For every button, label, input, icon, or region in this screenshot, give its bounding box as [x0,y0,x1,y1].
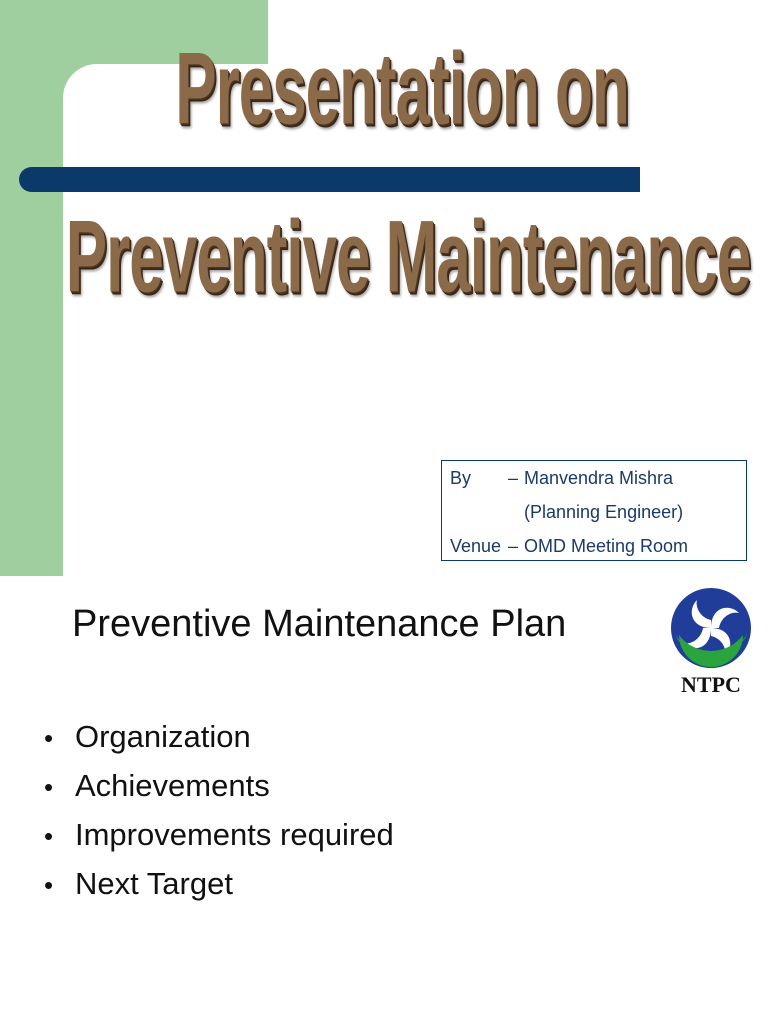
bullet-list [44,712,394,908]
list-item [44,810,394,859]
bullet-dot: • [44,772,54,802]
by-label: By [450,468,472,488]
venue-label: Venue [450,536,502,556]
bullet-dot: • [44,821,54,851]
bullet-dot: • [44,870,54,900]
venue-dash: – [508,536,519,556]
slide-title-line-1: Presentation on [175,32,629,147]
presenter-role: (Planning Engineer) [524,502,684,522]
list-item [44,761,394,810]
bullet-dot: • [44,723,54,753]
title-divider-bar [19,167,640,192]
presenter-row [450,467,673,489]
slide-title-line-2: Preventive Maintenance [65,200,751,315]
bullet-text: Next Target [75,866,233,901]
bullet-text: Achievements [75,768,270,803]
by-dash: – [508,468,519,488]
logo-text: NTPC [681,672,741,697]
bullet-text: Improvements required [75,817,394,852]
list-item [44,712,394,761]
bullet-text: Organization [75,719,251,754]
venue-name: OMD Meeting Room [524,536,689,556]
list-item [44,859,394,908]
plan-heading: Preventive Maintenance Plan [72,603,567,645]
ntpc-logo-icon [669,587,753,697]
presenter-info-box [441,460,747,561]
venue-row [450,535,688,557]
ntpc-logo [669,587,753,697]
presenter-name: Manvendra Mishra [524,468,674,488]
